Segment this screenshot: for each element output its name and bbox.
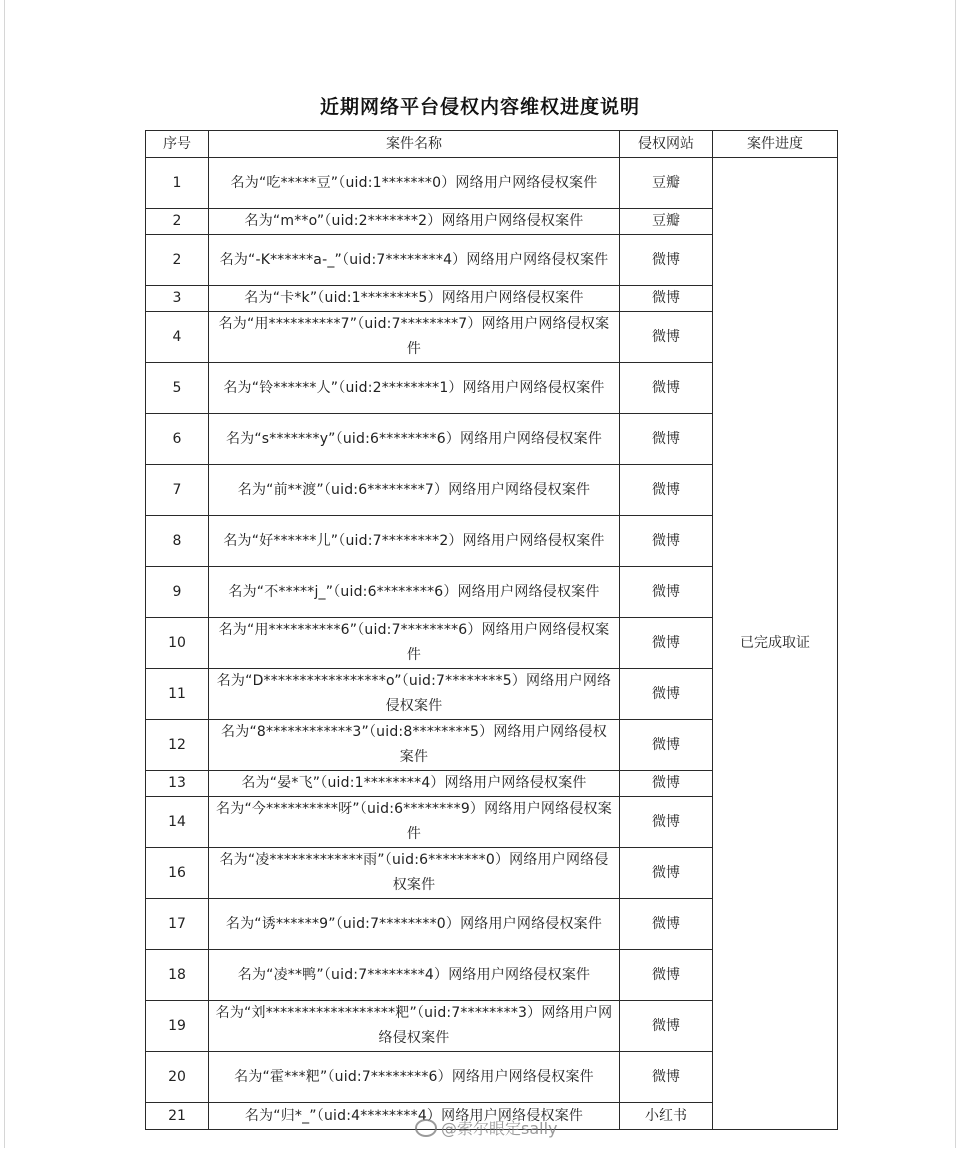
row-number: 2 [146, 235, 209, 286]
case-name: 名为“刘******************粑”（uid:7********3）网络用户网络侵权案件 [209, 1001, 620, 1052]
header-no: 序号 [146, 131, 209, 158]
infringing-site: 小红书 [620, 1103, 713, 1130]
row-number: 19 [146, 1001, 209, 1052]
case-name: 名为“铃******人”（uid:2********1）网络用户网络侵权案件 [209, 363, 620, 414]
case-progress: 已完成取证 [713, 158, 838, 1130]
row-number: 1 [146, 158, 209, 209]
infringing-site: 微博 [620, 286, 713, 312]
case-name: 名为“前**渡”（uid:6********7）网络用户网络侵权案件 [209, 465, 620, 516]
row-number: 4 [146, 312, 209, 363]
infringing-site: 豆瓣 [620, 158, 713, 209]
infringing-site: 微博 [620, 235, 713, 286]
row-number: 2 [146, 209, 209, 235]
case-name: 名为“s*******y”（uid:6********6）网络用户网络侵权案件 [209, 414, 620, 465]
row-number: 10 [146, 618, 209, 669]
case-name: 名为“归*_”（uid:4********4）网络用户网络侵权案件 [209, 1103, 620, 1130]
case-name: 名为“晏*飞”（uid:1********4）网络用户网络侵权案件 [209, 771, 620, 797]
row-number: 11 [146, 669, 209, 720]
case-name: 名为“卡*k”（uid:1********5）网络用户网络侵权案件 [209, 286, 620, 312]
case-name: 名为“诱******9”（uid:7********0）网络用户网络侵权案件 [209, 899, 620, 950]
row-number: 9 [146, 567, 209, 618]
case-name: 名为“用**********7”（uid:7********7）网络用户网络侵权案件 [209, 312, 620, 363]
infringing-site: 微博 [620, 312, 713, 363]
infringing-site: 微博 [620, 465, 713, 516]
row-number: 5 [146, 363, 209, 414]
table-header-row [146, 131, 838, 158]
infringing-site: 微博 [620, 771, 713, 797]
case-name: 名为“吃*****豆”（uid:1*******0）网络用户网络侵权案件 [209, 158, 620, 209]
row-number: 20 [146, 1052, 209, 1103]
infringing-site: 微博 [620, 669, 713, 720]
row-number: 6 [146, 414, 209, 465]
row-number: 7 [146, 465, 209, 516]
infringing-site: 豆瓣 [620, 209, 713, 235]
row-number: 17 [146, 899, 209, 950]
row-number: 12 [146, 720, 209, 771]
row-number: 13 [146, 771, 209, 797]
infringing-site: 微博 [620, 414, 713, 465]
infringing-site: 微博 [620, 363, 713, 414]
case-name: 名为“D*****************o”（uid:7********5）网络用户网络侵权案件 [209, 669, 620, 720]
case-name: 名为“m**o”（uid:2*******2）网络用户网络侵权案件 [209, 209, 620, 235]
infringing-site: 微博 [620, 516, 713, 567]
infringing-site: 微博 [620, 797, 713, 848]
infringing-site: 微博 [620, 720, 713, 771]
infringing-site: 微博 [620, 567, 713, 618]
infringing-site: 微博 [620, 899, 713, 950]
row-number: 16 [146, 848, 209, 899]
case-name: 名为“好******儿”（uid:7********2）网络用户网络侵权案件 [209, 516, 620, 567]
infringing-site: 微博 [620, 618, 713, 669]
row-number: 3 [146, 286, 209, 312]
row-number: 21 [146, 1103, 209, 1130]
infringing-site: 微博 [620, 1052, 713, 1103]
infringing-site: 微博 [620, 848, 713, 899]
case-name: 名为“霍***粑”（uid:7********6）网络用户网络侵权案件 [209, 1052, 620, 1103]
header-site: 侵权网站 [620, 131, 713, 158]
table-row [146, 158, 838, 209]
case-name: 名为“凌**鸭”（uid:7********4）网络用户网络侵权案件 [209, 950, 620, 1001]
watermark [415, 1116, 558, 1139]
cases-table [145, 130, 838, 1130]
weibo-logo-icon [415, 1119, 437, 1137]
case-name: 名为“用**********6”（uid:7********6）网络用户网络侵权案件 [209, 618, 620, 669]
row-number: 18 [146, 950, 209, 1001]
infringing-site: 微博 [620, 1001, 713, 1052]
case-name: 名为“-K******a-_”（uid:7********4）网络用户网络侵权案件 [209, 235, 620, 286]
case-name: 名为“不*****j_”（uid:6********6）网络用户网络侵权案件 [209, 567, 620, 618]
row-number: 8 [146, 516, 209, 567]
case-name: 名为“凌*************雨”（uid:6********0）网络用户网络侵权案件 [209, 848, 620, 899]
document-title: 近期网络平台侵权内容维权进度说明 [319, 96, 640, 118]
watermark-text: @索尔眼定sally [441, 1119, 558, 1138]
header-progress: 案件进度 [713, 131, 838, 158]
row-number: 14 [146, 797, 209, 848]
header-case-name: 案件名称 [209, 131, 620, 158]
case-name: 名为“8************3”（uid:8********5）网络用户网络侵权案件 [209, 720, 620, 771]
infringing-site: 微博 [620, 950, 713, 1001]
case-name: 名为“今**********呀”（uid:6********9）网络用户网络侵权案件 [209, 797, 620, 848]
